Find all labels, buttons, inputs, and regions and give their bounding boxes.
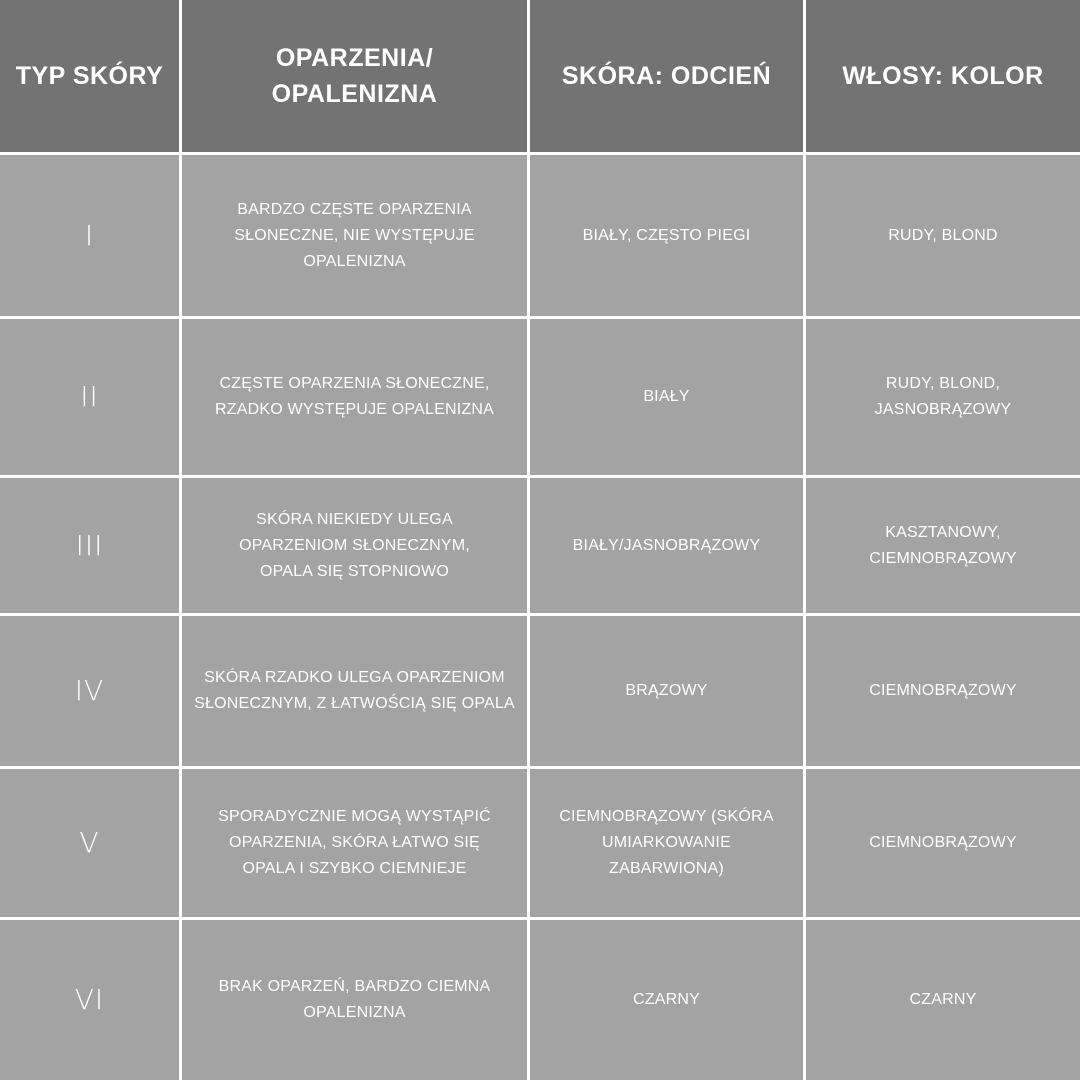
- row-2-skin: BIAŁY: [530, 319, 803, 475]
- header-hair-color-label: WŁOSY: KOLOR: [842, 62, 1044, 90]
- row-5-hair: CIEMNOBRĄZOWY: [806, 769, 1080, 917]
- row-4-hair: CIEMNOBRĄZOWY: [806, 616, 1080, 766]
- header-hair-color: [806, 0, 1080, 152]
- row-6-hair: CZARNY: [806, 920, 1080, 1080]
- row-1-type: I: [0, 155, 179, 316]
- header-skin-type: [0, 0, 179, 152]
- row-4-skin: BRĄZOWY: [530, 616, 803, 766]
- row-3-burns: SKÓRA NIEKIEDY ULEGA OPARZENIOM SŁONECZNYM, OPALA SIĘ STOPNIOWO: [182, 478, 527, 613]
- row-6-skin: CZARNY: [530, 920, 803, 1080]
- header-burns-tan-line2: OPALENIZNA: [271, 80, 438, 108]
- row-4-type: IV: [0, 616, 179, 766]
- header-skin-type-label: TYP SKÓRY: [15, 62, 164, 90]
- header-burns-tan: [182, 0, 527, 152]
- row-4-burns: SKÓRA RZADKO ULEGA OPARZENIOM SŁONECZNYM, Z ŁATWOŚCIĄ SIĘ OPALA: [182, 616, 527, 766]
- row-3-hair: KASZTANOWY, CIEMNOBRĄZOWY: [806, 478, 1080, 613]
- header-burns-tan-line1: OPARZENIA/: [275, 44, 434, 72]
- row-3-type: III: [0, 478, 179, 613]
- header-skin-shade-label: SKÓRA: ODCIEŃ: [561, 62, 772, 90]
- header-skin-shade: [530, 0, 803, 152]
- row-2-hair: RUDY, BLOND, JASNOBRĄZOWY: [806, 319, 1080, 475]
- row-1-skin: BIAŁY, CZĘSTO PIEGI: [530, 155, 803, 316]
- row-6-type: VI: [0, 920, 179, 1080]
- row-1-burns: BARDZO CZĘSTE OPARZENIA SŁONECZNE, NIE WYSTĘPUJE OPALENIZNA: [182, 155, 527, 316]
- row-2-burns: CZĘSTE OPARZENIA SŁONECZNE, RZADKO WYSTĘPUJE OPALENIZNA: [182, 319, 527, 475]
- row-5-burns: SPORADYCZNIE MOGĄ WYSTĄPIĆ OPARZENIA, SKÓRA ŁATWO SIĘ OPALA I SZYBKO CIEMNIEJE: [182, 769, 527, 917]
- row-3-skin: BIAŁY/JASNOBRĄZOWY: [530, 478, 803, 613]
- row-6-burns: BRAK OPARZEŃ, BARDZO CIEMNA OPALENIZNA: [182, 920, 527, 1080]
- row-5-type: V: [0, 769, 179, 917]
- row-5-skin: CIEMNOBRĄZOWY (SKÓRA UMIARKOWANIE ZABARWIONA): [530, 769, 803, 917]
- row-2-type: II: [0, 319, 179, 475]
- row-1-hair: RUDY, BLOND: [806, 155, 1080, 316]
